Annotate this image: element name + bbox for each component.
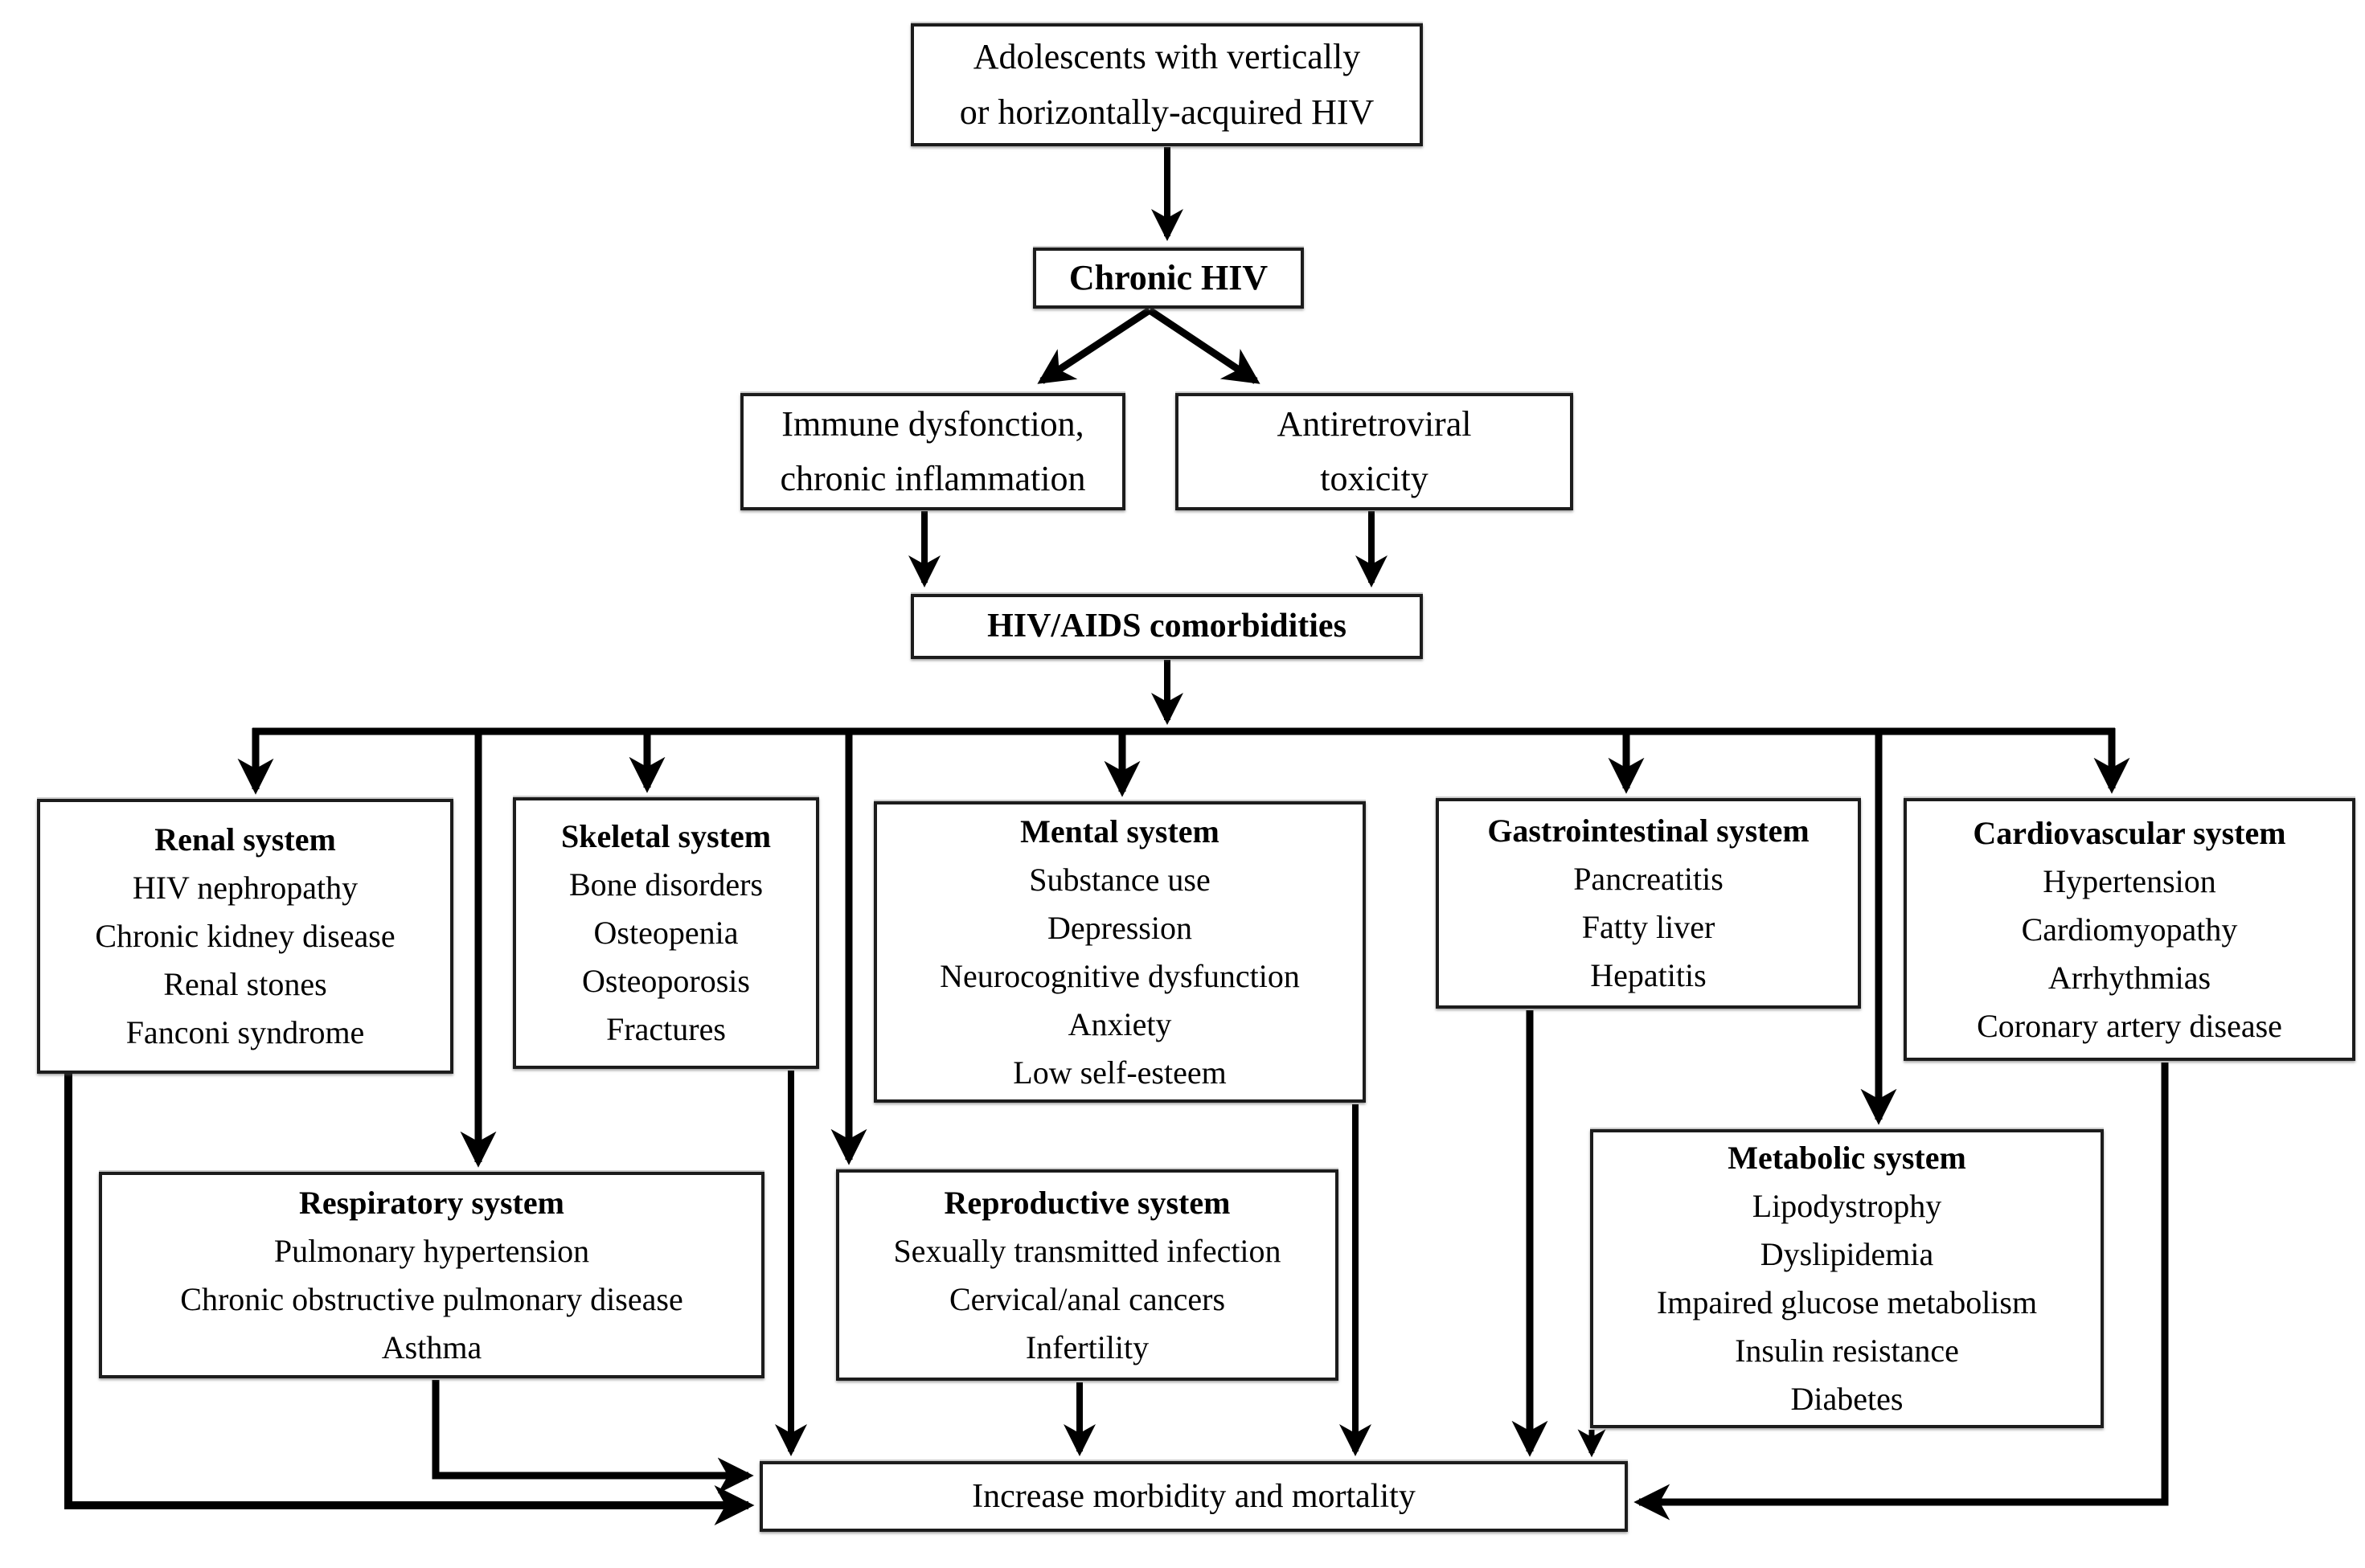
respiratory-system-title: Respiratory system [299, 1184, 564, 1221]
respiratory-system-item: Chronic obstructive pulmonary disease [180, 1280, 683, 1317]
mental-system-box [874, 801, 1366, 1103]
skeletal-system-title: Skeletal system [560, 818, 772, 854]
mental-system-item: Substance use [1029, 861, 1211, 898]
reproductive-system-box [836, 1169, 1338, 1381]
hiv-aids-comorbidities-box [911, 594, 1423, 659]
cardiovascular-system-title: Cardiovascular system [1973, 814, 2286, 851]
immune-dysfunction-box [740, 393, 1125, 510]
reproductive-system-item: Sexually transmitted infection [893, 1232, 1281, 1269]
reproductive-system-item: Infertility [1025, 1329, 1150, 1365]
antiretroviral-toxicity-box [1175, 393, 1573, 510]
adolescents-line: Adolescents with vertically [973, 37, 1361, 77]
renal-system-box [37, 799, 453, 1074]
hiv-aids-comorbidities-label: HIV/AIDS comorbidities [987, 608, 1346, 645]
chronic-hiv-box [1033, 248, 1304, 309]
renal-system-item: Fanconi syndrome [125, 1014, 365, 1050]
metabolic-system-item: Insulin resistance [1735, 1333, 1959, 1369]
renal-system-title: Renal system [154, 821, 336, 858]
mental-system-item: Low self-esteem [1013, 1054, 1227, 1091]
antiretroviral-toxicity-line: Antiretroviral [1277, 403, 1472, 444]
metabolic-system-item: Lipodystrophy [1752, 1188, 1942, 1224]
mental-system-item: Neurocognitive dysfunction [940, 957, 1300, 994]
metabolic-system-title: Metabolic system [1728, 1140, 1966, 1176]
reproductive-system-title: Reproductive system [944, 1184, 1231, 1221]
skeletal-system-item: Fractures [606, 1011, 726, 1047]
skeletal-system-item: Bone disorders [568, 866, 764, 903]
arrow-chronic-hiv-to-antiretroviral [1150, 310, 1256, 381]
cardiovascular-system-item: Arrhythmias [2047, 959, 2211, 996]
cardiovascular-system-item: Coronary artery disease [1977, 1007, 2282, 1044]
gastrointestinal-system-item: Fatty liver [1581, 909, 1715, 945]
gastrointestinal-system-item: Pancreatitis [1573, 861, 1724, 897]
mental-system-item: Depression [1047, 909, 1192, 946]
arrow-respiratory-to-outcome [436, 1380, 748, 1476]
gastrointestinal-system-title: Gastrointestinal system [1487, 813, 1810, 849]
chronic-hiv-label: Chronic HIV [1068, 258, 1269, 297]
adolescents-box [911, 23, 1423, 146]
mental-system-title: Mental system [1020, 813, 1219, 850]
renal-system-item: Renal stones [163, 966, 327, 1002]
cardiovascular-system-item: Cardiomyopathy [2021, 911, 2238, 948]
arrow-chronic-hiv-to-immune [1042, 310, 1150, 381]
immune-dysfunction-line: chronic inflammation [780, 459, 1086, 498]
cardiovascular-system-item: Hypertension [2043, 862, 2216, 899]
metabolic-system-box [1590, 1129, 2104, 1428]
metabolic-system-item: Diabetes [1790, 1381, 1904, 1417]
renal-system-item: Chronic kidney disease [95, 918, 396, 954]
respiratory-system-box [99, 1172, 764, 1378]
metabolic-system-item: Dyslipidemia [1760, 1236, 1934, 1272]
respiratory-system-item: Pulmonary hypertension [273, 1232, 590, 1269]
skeletal-system-item: Osteoporosis [582, 963, 750, 999]
outcome-box [760, 1461, 1628, 1532]
cardiovascular-system-box [1904, 798, 2355, 1061]
skeletal-system-box [513, 797, 819, 1069]
immune-dysfunction-line: Immune dysfonction, [781, 403, 1084, 444]
mental-system-item: Anxiety [1068, 1005, 1172, 1042]
adolescents-line: or horizontally-acquired HIV [959, 92, 1375, 132]
reproductive-system-item: Cervical/anal cancers [949, 1280, 1226, 1317]
gastrointestinal-system-box [1436, 798, 1861, 1009]
respiratory-system-item: Asthma [381, 1329, 482, 1365]
skeletal-system-item: Osteopenia [593, 915, 739, 951]
metabolic-system-item: Impaired glucose metabolism [1656, 1284, 2038, 1320]
renal-system-item: HIV nephropathy [132, 870, 359, 906]
outcome-label: Increase morbidity and mortality [972, 1477, 1416, 1515]
antiretroviral-toxicity-line: toxicity [1320, 459, 1428, 498]
gastrointestinal-system-item: Hepatitis [1590, 957, 1707, 993]
